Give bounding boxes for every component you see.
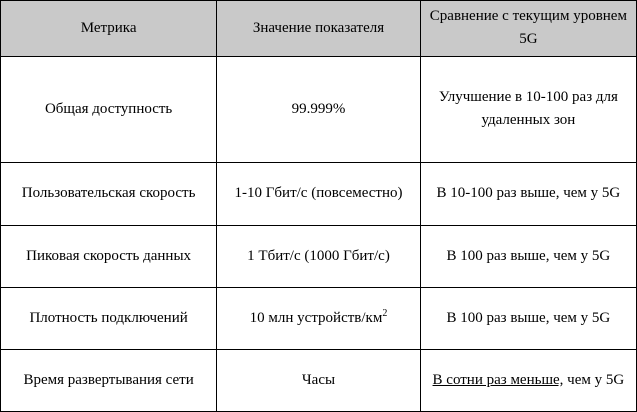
table-row xyxy=(1,287,637,349)
cell-value-text: 10 млн устройств/км xyxy=(249,309,383,326)
table-row xyxy=(1,163,637,225)
cell-metric: Общая доступность xyxy=(1,56,217,163)
cell-value-superscript: 2 xyxy=(382,307,388,319)
cell-comparison-underlined: В сотни раз меньше, xyxy=(432,371,564,388)
cell-metric: Пиковая скорость данных xyxy=(1,225,217,287)
table-row xyxy=(1,225,637,287)
table-header xyxy=(1,1,637,57)
cell-metric: Пользовательская скорость xyxy=(1,163,217,225)
cell-value: 99.999% xyxy=(217,56,421,163)
table-row xyxy=(1,349,637,411)
cell-comparison xyxy=(420,349,636,411)
cell-value: Часы xyxy=(217,349,421,411)
cell-comparison: В 10-100 раз выше, чем у 5G xyxy=(420,163,636,225)
table-row xyxy=(1,56,637,163)
table-header-row xyxy=(1,1,637,57)
cell-value: 1 Тбит/с (1000 Гбит/с) xyxy=(217,225,421,287)
cell-comparison: Улучшение в 10-100 раз для удаленных зон xyxy=(420,56,636,163)
cell-metric: Время развертывания сети xyxy=(1,349,217,411)
column-header-value: Значение показателя xyxy=(217,1,421,57)
table-body xyxy=(1,56,637,412)
column-header-metric: Метрика xyxy=(1,1,217,57)
cell-comparison: В 100 раз выше, чем у 5G xyxy=(420,287,636,349)
cell-comparison: В 100 раз выше, чем у 5G xyxy=(420,225,636,287)
cell-value: 1-10 Гбит/с (повсеместно) xyxy=(217,163,421,225)
cell-value xyxy=(217,287,421,349)
cell-comparison-rest: чем у 5G xyxy=(563,371,625,388)
column-header-comparison: Сравнение с текущим уровнем 5G xyxy=(420,1,636,57)
cell-metric: Плотность подключений xyxy=(1,287,217,349)
